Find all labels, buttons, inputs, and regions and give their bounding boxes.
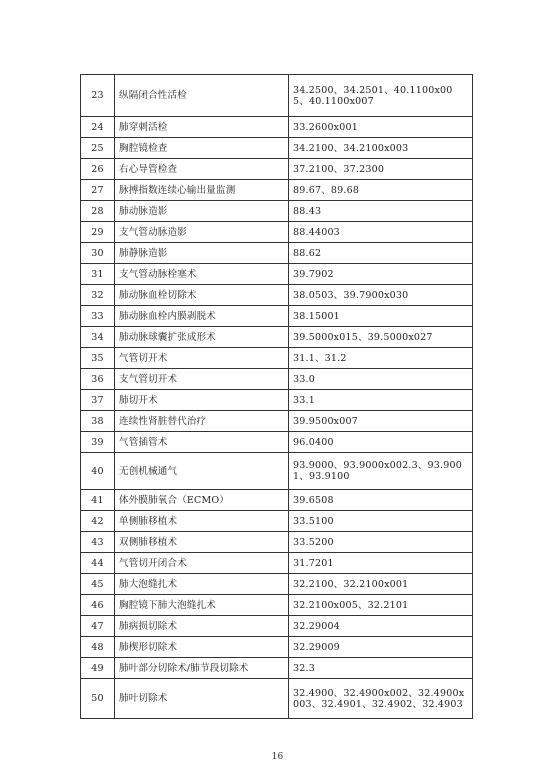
- table-row: [81, 679, 473, 719]
- row-number-cell: 48: [81, 637, 115, 658]
- row-number-cell: 36: [81, 369, 115, 390]
- row-number-cell: 50: [81, 679, 115, 719]
- procedure-code-cell: 31.7201: [289, 553, 473, 574]
- row-number-cell: 33: [81, 306, 115, 327]
- procedure-name-cell: 肺动脉血栓内膜剥脱术: [115, 306, 289, 327]
- procedure-name-cell: 肺病损切除术: [115, 616, 289, 637]
- procedure-code-cell: 89.67、89.68: [289, 180, 473, 201]
- table-row: [81, 180, 473, 201]
- table-row: [81, 264, 473, 285]
- row-number-cell: 23: [81, 75, 115, 117]
- procedure-code-cell: 96.0400: [289, 432, 473, 453]
- table-row: [81, 511, 473, 532]
- row-number-cell: 43: [81, 532, 115, 553]
- procedure-code-cell: 32.2100x005、32.2101: [289, 595, 473, 616]
- procedure-name-cell: 肺动脉造影: [115, 201, 289, 222]
- procedure-name-cell: 支气管动脉栓塞术: [115, 264, 289, 285]
- row-number-cell: 46: [81, 595, 115, 616]
- row-number-cell: 35: [81, 348, 115, 369]
- table-row: [81, 159, 473, 180]
- table-row: [81, 222, 473, 243]
- table-row: [81, 201, 473, 222]
- procedure-code-cell: 32.4900、32.4900x002、32.4900x003、32.4901、32.4902、32.4903: [289, 679, 473, 719]
- table-row: [81, 616, 473, 637]
- row-number-cell: 31: [81, 264, 115, 285]
- row-number-cell: 34: [81, 327, 115, 348]
- procedure-code-cell: 37.2100、37.2300: [289, 159, 473, 180]
- table-row: [81, 574, 473, 595]
- procedure-code-cell: 31.1、31.2: [289, 348, 473, 369]
- procedure-code-cell: 33.5200: [289, 532, 473, 553]
- procedure-name-cell: 无创机械通气: [115, 453, 289, 490]
- procedure-code-cell: 32.29004: [289, 616, 473, 637]
- procedure-name-cell: 肺叶切除术: [115, 679, 289, 719]
- procedure-name-cell: 肺叶部分切除术/肺节段切除术: [115, 658, 289, 679]
- procedure-name-cell: 肺楔形切除术: [115, 637, 289, 658]
- row-number-cell: 24: [81, 117, 115, 138]
- row-number-cell: 30: [81, 243, 115, 264]
- row-number-cell: 37: [81, 390, 115, 411]
- procedure-name-cell: 体外膜肺氧合（ECMO）: [115, 490, 289, 511]
- procedure-name-cell: 肺大泡缝扎术: [115, 574, 289, 595]
- procedure-code-cell: 38.0503、39.7900x030: [289, 285, 473, 306]
- row-number-cell: 38: [81, 411, 115, 432]
- procedure-name-cell: 双侧肺移植术: [115, 532, 289, 553]
- procedure-code-cell: 88.43: [289, 201, 473, 222]
- procedure-code-cell: 39.9500x007: [289, 411, 473, 432]
- procedure-code-cell: 32.2100、32.2100x001: [289, 574, 473, 595]
- procedure-code-cell: 88.44003: [289, 222, 473, 243]
- row-number-cell: 27: [81, 180, 115, 201]
- procedure-name-cell: 气管切开闭合术: [115, 553, 289, 574]
- procedure-code-cell: 38.15001: [289, 306, 473, 327]
- table-row: [81, 453, 473, 490]
- procedure-name-cell: 气管切开术: [115, 348, 289, 369]
- table-row: [81, 390, 473, 411]
- procedure-name-cell: 纵隔闭合性活检: [115, 75, 289, 117]
- table-row: [81, 75, 473, 117]
- table-row: [81, 348, 473, 369]
- procedure-name-cell: 脉搏指数连续心输出量监测: [115, 180, 289, 201]
- procedure-name-cell: 右心导管检查: [115, 159, 289, 180]
- procedure-code-cell: 33.2600x001: [289, 117, 473, 138]
- table-row: [81, 532, 473, 553]
- procedure-name-cell: 气管插管术: [115, 432, 289, 453]
- procedure-name-cell: 胸腔镜下肺大泡缝扎术: [115, 595, 289, 616]
- table-row: [81, 327, 473, 348]
- procedure-name-cell: 连续性肾脏替代治疗: [115, 411, 289, 432]
- row-number-cell: 29: [81, 222, 115, 243]
- table-row: [81, 138, 473, 159]
- procedure-name-cell: 支气管切开术: [115, 369, 289, 390]
- procedure-code-cell: 33.0: [289, 369, 473, 390]
- table-row: [81, 658, 473, 679]
- procedure-table: [80, 74, 473, 719]
- procedure-name-cell: 胸腔镜检查: [115, 138, 289, 159]
- table-row: [81, 117, 473, 138]
- table-body: [81, 75, 473, 719]
- procedure-name-cell: 肺静脉造影: [115, 243, 289, 264]
- procedure-code-cell: 39.6508: [289, 490, 473, 511]
- procedure-name-cell: 单侧肺移植术: [115, 511, 289, 532]
- table-row: [81, 637, 473, 658]
- table-row: [81, 306, 473, 327]
- table-row: [81, 369, 473, 390]
- row-number-cell: 26: [81, 159, 115, 180]
- procedure-code-cell: 39.5000x015、39.5000x027: [289, 327, 473, 348]
- procedure-code-cell: 93.9000、93.9000x002.3、93.9001、93.9100: [289, 453, 473, 490]
- row-number-cell: 44: [81, 553, 115, 574]
- row-number-cell: 49: [81, 658, 115, 679]
- table-row: [81, 553, 473, 574]
- table-row: [81, 285, 473, 306]
- procedure-name-cell: 支气管动脉造影: [115, 222, 289, 243]
- row-number-cell: 41: [81, 490, 115, 511]
- table-row: [81, 411, 473, 432]
- procedure-code-cell: 34.2500、34.2501、40.1100x005、40.1100x007: [289, 75, 473, 117]
- procedure-code-cell: 34.2100、34.2100x003: [289, 138, 473, 159]
- procedure-code-cell: 32.3: [289, 658, 473, 679]
- procedure-name-cell: 肺动脉球囊扩张成形术: [115, 327, 289, 348]
- procedure-name-cell: 肺切开术: [115, 390, 289, 411]
- procedure-name-cell: 肺动脉血栓切除术: [115, 285, 289, 306]
- row-number-cell: 40: [81, 453, 115, 490]
- table-row: [81, 432, 473, 453]
- row-number-cell: 25: [81, 138, 115, 159]
- row-number-cell: 39: [81, 432, 115, 453]
- procedure-name-cell: 肺穿刺活检: [115, 117, 289, 138]
- row-number-cell: 47: [81, 616, 115, 637]
- row-number-cell: 42: [81, 511, 115, 532]
- procedure-code-cell: 33.5100: [289, 511, 473, 532]
- page-number: 16: [271, 752, 284, 762]
- table-row: [81, 595, 473, 616]
- table-row: [81, 490, 473, 511]
- table-row: [81, 243, 473, 264]
- procedure-code-cell: 32.29009: [289, 637, 473, 658]
- row-number-cell: 45: [81, 574, 115, 595]
- row-number-cell: 32: [81, 285, 115, 306]
- row-number-cell: 28: [81, 201, 115, 222]
- procedure-code-cell: 39.7902: [289, 264, 473, 285]
- procedure-code-cell: 33.1: [289, 390, 473, 411]
- procedure-code-cell: 88.62: [289, 243, 473, 264]
